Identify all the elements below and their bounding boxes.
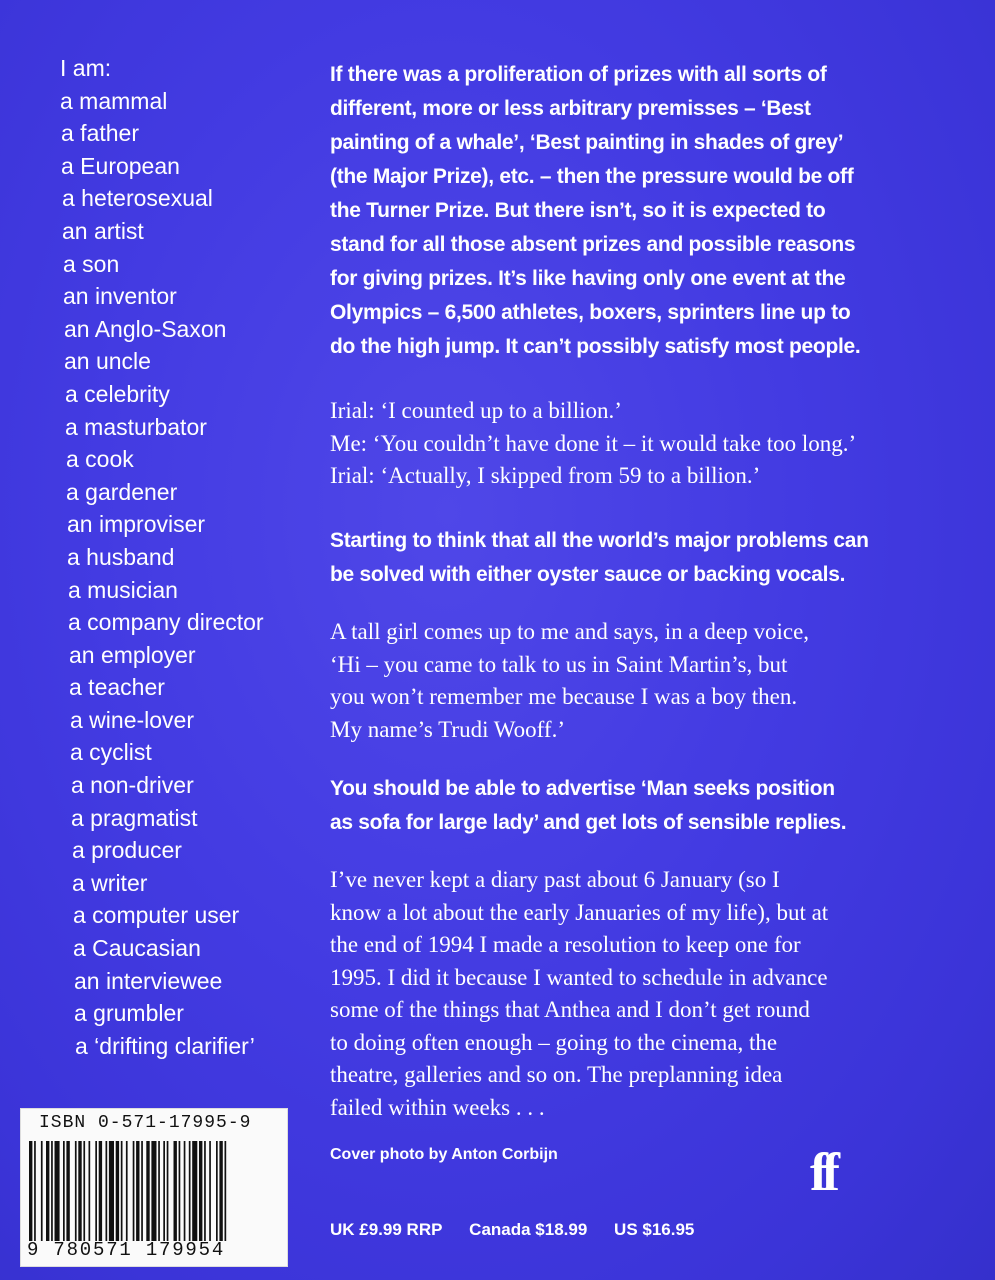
list-item: a gardener (66, 478, 178, 505)
paragraph-line: (the Major Prize), etc. – then the pressure would be off (330, 165, 854, 188)
list-heading: I am: (60, 55, 112, 81)
paragraph-line: A tall girl comes up to me and says, in a deep voice, (330, 619, 810, 644)
paragraph-line: I’ve never kept a diary past about 6 January (so I (330, 867, 780, 892)
paragraph-line: do the high jump. It can’t possibly satisfy most people. (330, 335, 861, 358)
barcode-bars (27, 1141, 281, 1241)
barcode-bar (63, 1141, 65, 1241)
paragraph-line: be solved with either oyster sauce or backing vocals. (330, 563, 846, 586)
list-item: an improviser (67, 511, 206, 538)
list-item: an uncle (64, 348, 151, 375)
barcode-bar (184, 1141, 186, 1241)
barcode-bar (126, 1141, 128, 1241)
paragraph-line: If there was a proliferation of prizes with all sorts of (330, 63, 827, 86)
paragraph-line: Me: ‘You couldn’t have done it – it would take too long.’ (330, 430, 857, 456)
paragraph-irial-dialogue (330, 395, 856, 493)
barcode-panel (20, 1108, 288, 1267)
list-item: a masturbator (65, 413, 207, 440)
list-item: a pragmatist (71, 804, 198, 831)
paragraph-line: failed within weeks . . . (330, 1094, 545, 1120)
paragraph-line: some of the things that Anthea and I don’t get round (330, 997, 810, 1022)
barcode-bar (78, 1141, 81, 1241)
paragraph-line: ‘Hi – you came to talk to us in Saint Martin’s, but (330, 651, 788, 677)
paragraph-line: Starting to think that all the world’s major problems can (330, 529, 869, 552)
barcode-bar (163, 1141, 165, 1241)
paragraph-oyster-sauce (330, 524, 869, 592)
barcode-bar (133, 1141, 135, 1241)
barcode-bar (219, 1141, 222, 1241)
list-item: a mammal (60, 87, 168, 114)
barcode-bar (109, 1141, 114, 1241)
barcode-bar (225, 1141, 227, 1241)
paragraph-line: different, more or less arbitrary premisses – ‘Best (330, 97, 811, 120)
list-item: an Anglo-Saxon (64, 315, 227, 342)
barcode-bar (136, 1141, 139, 1241)
list-item: a husband (67, 543, 175, 570)
paragraph-line: as sofa for large lady’ and get lots of sensible replies. (330, 811, 847, 834)
paragraph-line: painting of a whale’, ‘Best painting in shades of grey’ (330, 131, 844, 154)
paragraph-line: the Turner Prize. But there isn’t, so it is expected to (330, 199, 826, 222)
paragraph-line: Irial: ‘Actually, I skipped from 59 to a billion.’ (330, 463, 761, 488)
paragraph-line: Olympics – 6,500 athletes, boxers, sprinters line up to (330, 301, 851, 324)
list-item: a heterosexual (62, 185, 213, 212)
paragraph-line: You should be able to advertise ‘Man seeks position (330, 777, 835, 800)
paragraph-line: stand for all those absent prizes and possible reasons (330, 233, 856, 256)
list-item: a writer (72, 869, 148, 896)
paragraph-trudi-wooff (330, 616, 809, 746)
barcode-bar (121, 1141, 123, 1241)
barcode-bar (199, 1141, 202, 1241)
price-canada: Canada $18.99 (469, 1220, 588, 1239)
barcode-bar (99, 1141, 102, 1241)
barcode-bar (189, 1141, 191, 1241)
paragraph-line: My name’s Trudi Wooff.’ (330, 716, 565, 742)
paragraph-turner-prize (330, 58, 860, 364)
price-uk: UK £9.99 RRP (330, 1220, 443, 1239)
paragraph-line: theatre, galleries and so on. The preplanning idea (330, 1062, 783, 1087)
barcode-bar (216, 1141, 218, 1241)
paragraph-line: you won’t remember me because I was a boy then. (330, 684, 798, 709)
list-item: an employer (69, 641, 196, 668)
barcode-bar (209, 1141, 211, 1241)
list-item: a computer user (73, 902, 240, 929)
list-item: a son (63, 250, 120, 277)
barcode-bar (167, 1141, 169, 1241)
list-item: a non-driver (71, 772, 194, 799)
list-item: a wine-lover (70, 706, 194, 733)
paragraph-line: know a lot about the early Januaries of my life), but at (330, 899, 829, 925)
price-us: US $16.95 (614, 1220, 695, 1239)
barcode-bar (174, 1141, 177, 1241)
list-item: an inventor (63, 283, 177, 310)
barcode-bar (34, 1141, 36, 1241)
list-item: a celebrity (65, 380, 170, 407)
isbn-text: ISBN 0-571-17995-9 (39, 1113, 252, 1133)
barcode-bar (95, 1141, 97, 1241)
cover-photo-credit: Cover photo by Anton Corbijn (330, 1146, 558, 1163)
barcode-bar (146, 1141, 149, 1241)
list-item: a Caucasian (73, 935, 201, 962)
barcode-bar (29, 1141, 32, 1241)
barcode-bar (116, 1141, 119, 1241)
paragraph-line: 1995. I did it because I wanted to schedule in advance (330, 964, 828, 990)
list-item: a cook (66, 446, 134, 473)
barcode-bar (179, 1141, 181, 1241)
list-item: a producer (72, 837, 182, 864)
barcode-bar (151, 1141, 156, 1241)
identity-list (60, 52, 310, 1062)
barcode-number: 9 780571 179954 (27, 1239, 226, 1261)
paragraph-diary (330, 864, 828, 1124)
list-item: a father (61, 120, 139, 147)
barcode-bar (51, 1141, 53, 1241)
publisher-logo: ff (810, 1142, 834, 1202)
list-items (60, 85, 310, 1063)
paragraph-line: to doing often enough – going to the cinema, the (330, 1029, 778, 1055)
barcode-bar (204, 1141, 206, 1241)
barcode-bar (83, 1141, 85, 1241)
barcode-bar (192, 1141, 197, 1241)
price-line (330, 1220, 716, 1240)
list-item: an interviewee (74, 967, 223, 994)
barcode-bar (75, 1141, 77, 1241)
paragraph-line: for giving prizes. It’s like having only one event at the (330, 267, 846, 290)
list-item: a grumbler (74, 1000, 184, 1027)
list-item: a company director (68, 609, 264, 636)
barcode-bar (46, 1141, 49, 1241)
paragraph-sofa-advert (330, 772, 846, 840)
barcode-bar (141, 1141, 143, 1241)
barcode-bar (66, 1141, 69, 1241)
barcode-bar (41, 1141, 43, 1241)
list-item: an artist (62, 217, 144, 244)
barcode-bar (106, 1141, 108, 1241)
list-item: a cyclist (70, 739, 152, 766)
barcode-bar (158, 1141, 160, 1241)
barcode-bar (55, 1141, 60, 1241)
list-item: a ‘drifting clarifier’ (75, 1032, 255, 1059)
paragraph-line: the end of 1994 I made a resolution to keep one for (330, 932, 801, 957)
list-item: a European (61, 152, 180, 179)
list-item: a teacher (69, 674, 165, 701)
barcode-bar (89, 1141, 91, 1241)
paragraph-line: Irial: ‘I counted up to a billion.’ (330, 398, 622, 423)
list-item: a musician (68, 576, 178, 603)
